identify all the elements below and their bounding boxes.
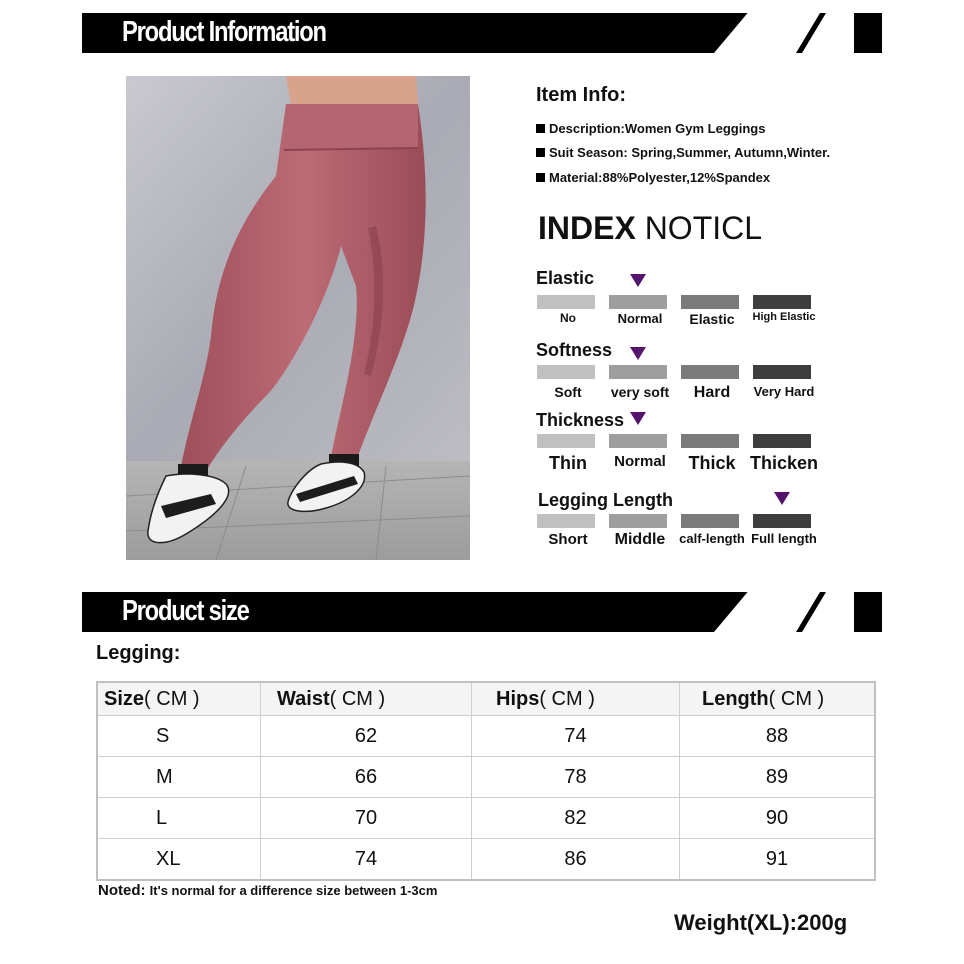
index-title-rest: NOTICL [644, 210, 763, 246]
scale-option-label: Short [548, 531, 588, 548]
header-length [680, 682, 876, 716]
scale-label: Softness [536, 340, 613, 360]
weight-label: Weight(XL):200g [674, 910, 848, 935]
info-description [536, 121, 765, 136]
scale-option-label: Thick [688, 453, 736, 473]
cell-hips: 78 [472, 757, 680, 798]
scale-level-bar [609, 514, 667, 528]
item-info-heading: Item Info: [536, 84, 626, 106]
selected-level-marker-icon [630, 347, 646, 360]
cell-size: L [97, 798, 261, 839]
size-table [96, 681, 876, 881]
table-row [97, 716, 875, 757]
info-description-text: Description:Women Gym Leggings [549, 121, 766, 136]
header-hips-name: Hips [496, 687, 540, 710]
index-title [538, 210, 762, 247]
scale-level-bar [681, 365, 739, 379]
header-length-name: Length [702, 687, 769, 710]
scale-level-bar [537, 434, 595, 448]
scale-option-label: Thicken [749, 453, 819, 473]
scale-option-label: Middle [614, 531, 666, 548]
cell-size: S [97, 716, 261, 757]
cell-size: XL [97, 839, 261, 881]
scale-option-label: calf-length [679, 531, 745, 546]
header-waist [261, 682, 472, 716]
header-size-unit: ( CM ) [144, 687, 200, 710]
scale-option-label: Normal [614, 453, 666, 470]
banner-slash-decoration [684, 592, 882, 632]
size-note [98, 882, 437, 899]
scale-level-bar [609, 295, 667, 309]
cell-waist: 74 [261, 839, 472, 881]
scale-option-label: Hard [693, 384, 731, 401]
cell-waist: 66 [261, 757, 472, 798]
size-note-text: It's normal for a difference size between 1-3cm [149, 883, 438, 898]
legging-label: Legging: [96, 642, 181, 664]
scale-option-label: Thin [549, 453, 587, 473]
table-row [97, 839, 875, 881]
banner-slash-decoration [684, 13, 882, 53]
scale-option-label: High Elastic [752, 311, 816, 323]
square-bullet-icon [536, 124, 545, 133]
scale-label: Elastic [536, 268, 595, 288]
info-season [536, 145, 830, 160]
scale-level-bar [753, 295, 811, 309]
cell-size: M [97, 757, 261, 798]
cell-length: 89 [680, 757, 876, 798]
index-title-bold: INDEX [538, 210, 636, 246]
square-bullet-icon [536, 173, 545, 182]
header-size [97, 682, 261, 716]
scale-level-bar [753, 365, 811, 379]
header-waist-name: Waist [277, 687, 330, 710]
cell-hips: 74 [472, 716, 680, 757]
scale-level-bar [537, 295, 595, 309]
size-table-header [97, 682, 875, 716]
scale-level-bar [609, 365, 667, 379]
info-material-text: Material:88%Polyester,12%Spandex [549, 170, 771, 185]
scale-level-bar [753, 434, 811, 448]
scale-label: Thickness [536, 410, 625, 430]
product-size-banner [82, 592, 882, 632]
scale-level-bar [681, 295, 739, 309]
header-size-name: Size [104, 687, 145, 710]
header-waist-unit: ( CM ) [329, 687, 386, 710]
cell-waist: 62 [261, 716, 472, 757]
scale-level-bar [537, 514, 595, 528]
banner-title: Product Information [122, 16, 326, 48]
info-material [536, 170, 770, 185]
scale-option-label: Full length [751, 531, 817, 546]
banner-title: Product size [122, 595, 249, 627]
product-photo [126, 76, 470, 560]
scale-level-bar [753, 514, 811, 528]
cell-hips: 82 [472, 798, 680, 839]
header-hips-unit: ( CM ) [539, 687, 595, 710]
scale-option-label: Normal [617, 311, 663, 326]
scale-option-label: No [560, 311, 576, 325]
selected-level-marker-icon [630, 274, 646, 287]
cell-length: 91 [680, 839, 876, 881]
selected-level-marker-icon [774, 492, 790, 505]
scale-level-bar [681, 514, 739, 528]
cell-hips: 86 [472, 839, 680, 881]
cell-length: 88 [680, 716, 876, 757]
scale-option-label: very soft [610, 384, 670, 400]
selected-level-marker-icon [630, 412, 646, 425]
product-information-banner [82, 13, 882, 53]
cell-waist: 70 [261, 798, 472, 839]
header-hips [472, 682, 680, 716]
size-note-prefix: Noted: [98, 882, 146, 899]
cell-length: 90 [680, 798, 876, 839]
scale-option-label: Very Hard [753, 384, 815, 399]
table-row [97, 757, 875, 798]
table-row [97, 798, 875, 839]
scale-option-label: Elastic [689, 311, 735, 327]
scale-level-bar [609, 434, 667, 448]
square-bullet-icon [536, 148, 545, 157]
scale-option-label: Soft [554, 384, 582, 400]
info-season-text: Suit Season: Spring,Summer, Autumn,Winter. [549, 145, 831, 160]
scale-level-bar [537, 365, 595, 379]
scale-level-bar [681, 434, 739, 448]
scale-label: Legging Length [538, 490, 673, 510]
header-length-unit: ( CM ) [768, 687, 825, 710]
